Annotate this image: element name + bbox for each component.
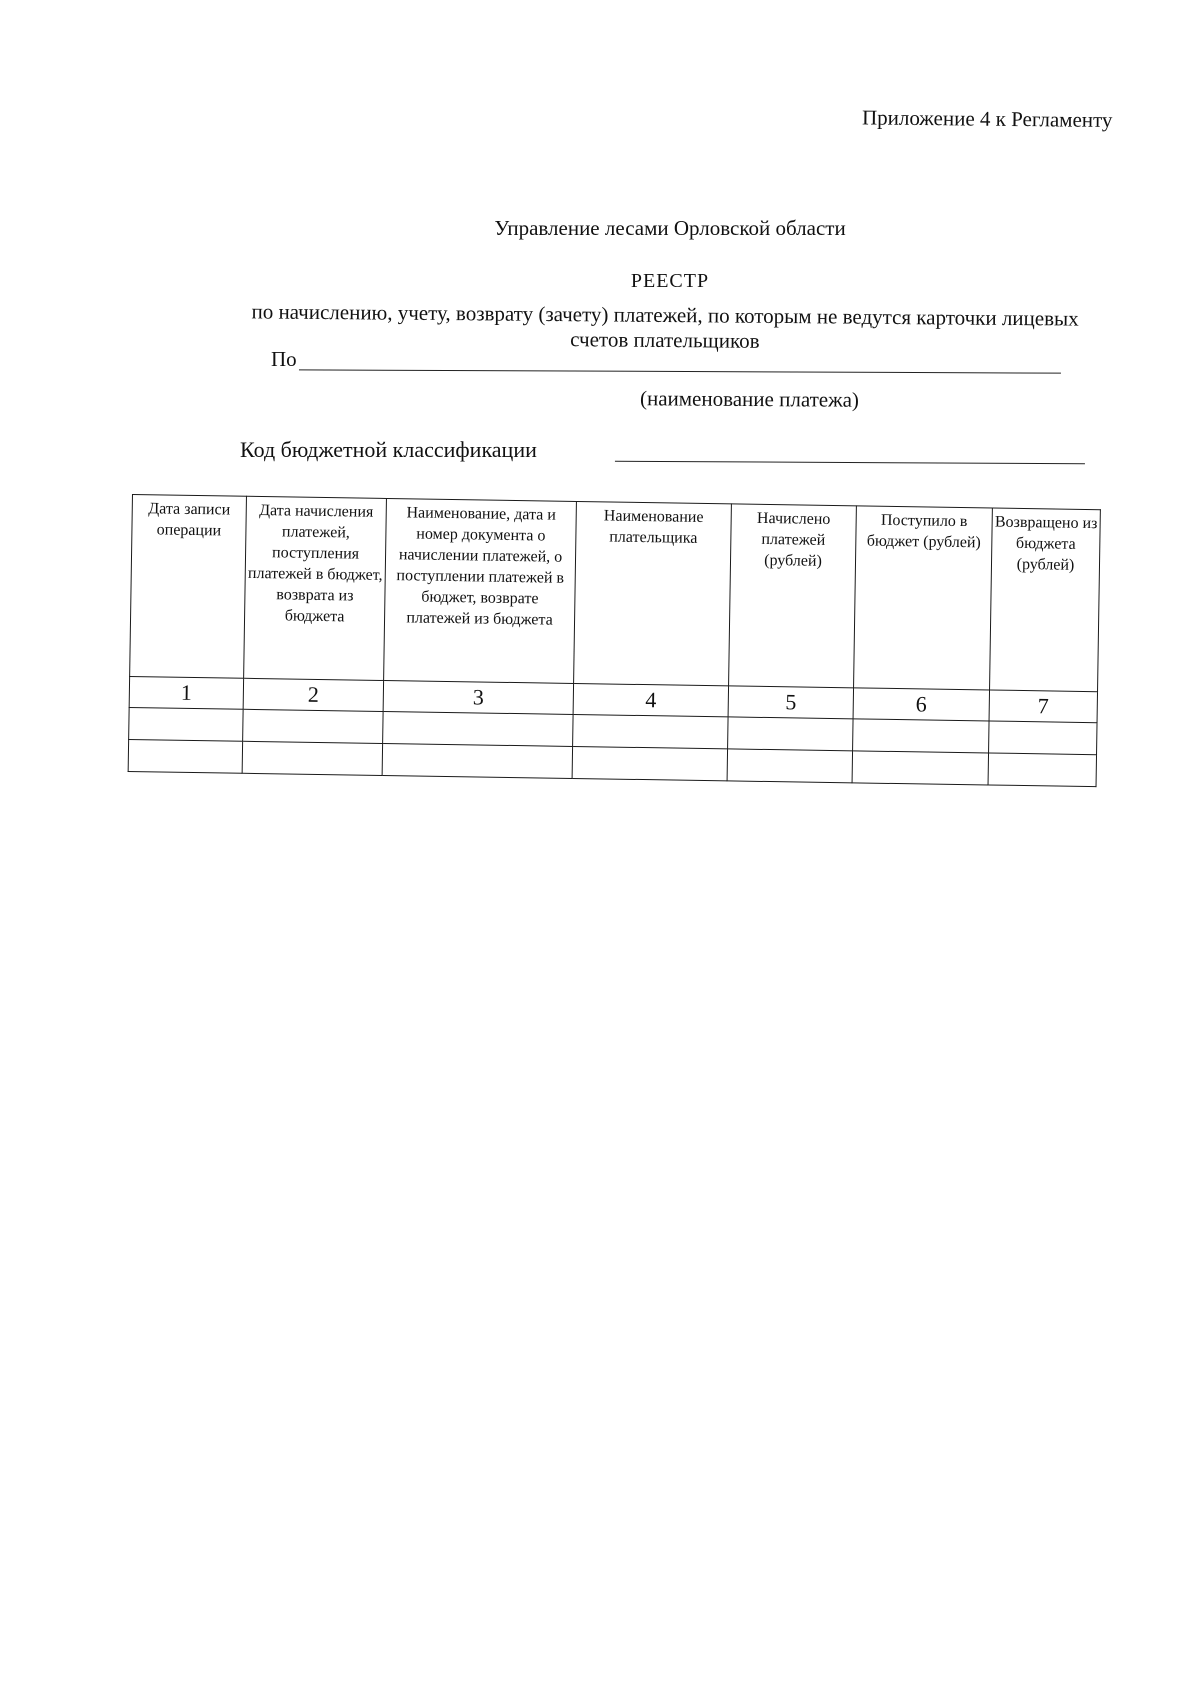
budget-classification-blank-line — [615, 441, 1085, 464]
column-header: Дата записи операции — [130, 495, 247, 679]
table-cell — [852, 751, 988, 785]
column-number: 5 — [728, 686, 853, 719]
column-header: Дата начисления платежей, поступления платежей в бюджет, возврата из бюджета — [244, 496, 387, 680]
budget-classification-field — [240, 437, 1085, 463]
table-cell — [728, 717, 853, 751]
column-number: 7 — [989, 690, 1097, 723]
table-cell — [572, 746, 727, 780]
registry-subtitle: по начислению, учету, возврату (зачету) платежей, по которым не ведутся карточки лицевых счетов плательщиков — [251, 299, 1079, 353]
table-cell — [243, 709, 383, 743]
budget-classification-label: Код бюджетной классификации — [240, 437, 537, 462]
organization-name: Управление лесами Орловской области — [494, 216, 846, 240]
table-cell — [128, 739, 242, 773]
registry-title: РЕЕСТР — [630, 270, 710, 292]
column-header: Наименование плательщика — [574, 501, 732, 685]
column-header: Начислено платежей (рублей) — [729, 504, 857, 688]
column-number: 3 — [383, 680, 573, 714]
column-header: Поступило в бюджет (рублей) — [854, 506, 993, 690]
column-number: 4 — [573, 683, 728, 716]
table-cell — [383, 711, 573, 746]
column-header: Наименование, дата и номер документа о начислении платежей, о поступлении платежей в бюджет, возврате платежей из бюджета — [384, 498, 577, 683]
table-header-row — [130, 495, 1101, 692]
table-cell — [989, 721, 1097, 755]
column-number: 6 — [853, 688, 989, 721]
table-cell — [853, 719, 989, 753]
column-header: Возвращено из бюджета (рублей) — [990, 508, 1101, 692]
table-cell — [242, 741, 382, 775]
table-cell — [129, 707, 243, 741]
table-cell — [988, 753, 1096, 787]
table-cell — [727, 749, 852, 783]
payment-name-blank-line — [299, 349, 1061, 373]
appendix-label: Приложение 4 к Регламенту — [861, 105, 1113, 132]
payment-name-caption: (наименование платежа) — [639, 386, 860, 412]
payment-name-field — [271, 347, 1061, 372]
registry-table — [128, 494, 1101, 787]
column-number: 1 — [129, 676, 243, 709]
column-number: 2 — [243, 678, 383, 711]
payment-name-label: По — [271, 347, 297, 371]
table-cell — [573, 714, 728, 748]
table-cell — [382, 743, 572, 778]
